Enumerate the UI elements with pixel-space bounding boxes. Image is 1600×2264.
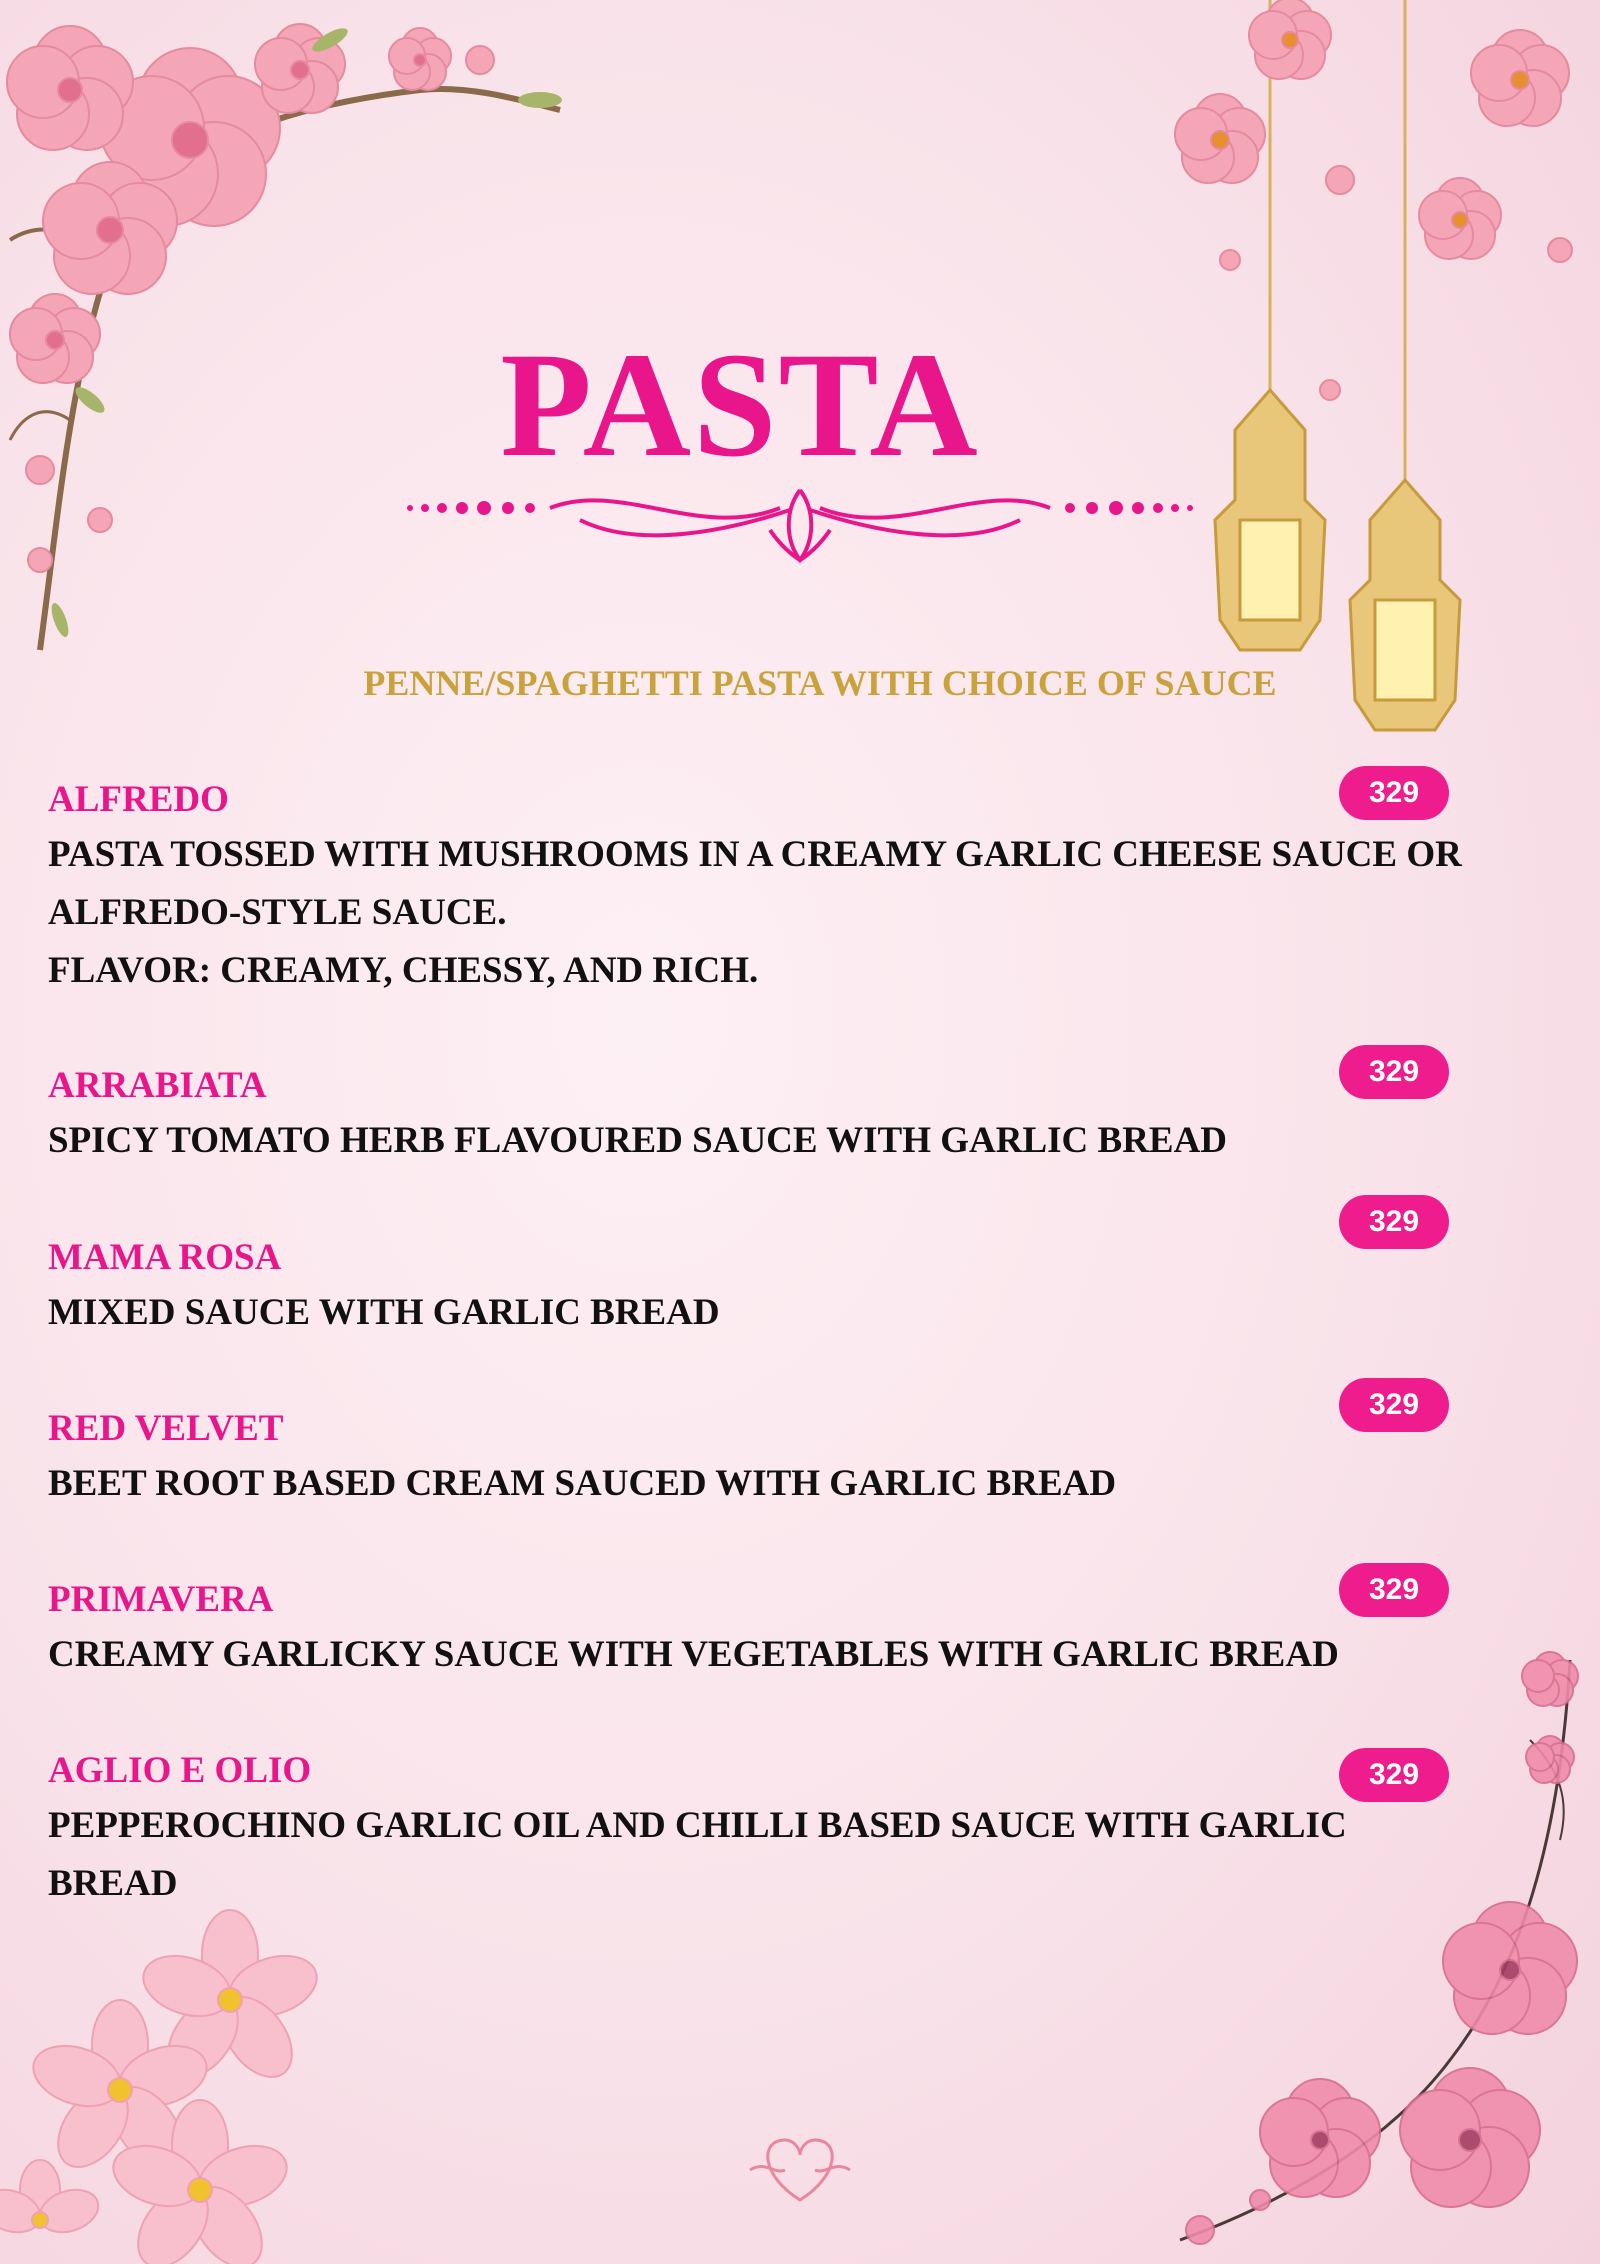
item-description: CREAMY GARLICKY SAUCE WITH VEGETABLES WITH GARLIC BREAD: [48, 1634, 1339, 1675]
bottom-left-flowers: [0, 1890, 360, 2264]
price-badge: 329: [1339, 1045, 1449, 1099]
title-ornament-divider: [400, 470, 1200, 570]
price-badge: 329: [1339, 1748, 1449, 1802]
item-description: PASTA TOSSED WITH MUSHROOMS IN A CREAMY GARLIC CHEESE SAUCE OR ALFREDO-STYLE SAUCE. FLAVOR: CREAMY, CHESSY, AND RICH.: [48, 834, 1462, 991]
item-description: SPICY TOMATO HERB FLAVOURED SAUCE WITH GARLIC BREAD: [48, 1120, 1228, 1161]
item-name: ARRABIATA: [48, 1065, 267, 1106]
item-name: ALFREDO: [48, 779, 229, 820]
page-title: PASTA: [500, 322, 980, 488]
item-name: PRIMAVERA: [48, 1579, 274, 1620]
item-name: MAMA ROSA: [48, 1237, 282, 1278]
heart-ornament: [740, 2130, 860, 2210]
item-name: AGLIO E OLIO: [48, 1750, 312, 1791]
item-description: PEPPEROCHINO GARLIC OIL AND CHILLI BASED SAUCE WITH GARLIC BREAD: [48, 1805, 1347, 1904]
price-badge: 329: [1339, 1195, 1449, 1249]
price-badge: 329: [1339, 1378, 1449, 1432]
item-name: RED VELVET: [48, 1408, 284, 1449]
price-badge: 329: [1339, 766, 1449, 820]
item-description: BEET ROOT BASED CREAM SAUCED WITH GARLIC BREAD: [48, 1463, 1117, 1504]
bottom-right-blossom-branch: [1090, 1640, 1600, 2264]
menu-subtitle: PENNE/SPAGHETTI PASTA WITH CHOICE OF SAUCE: [363, 663, 1277, 703]
item-description: MIXED SAUCE WITH GARLIC BREAD: [48, 1292, 720, 1333]
price-badge: 329: [1339, 1563, 1449, 1617]
